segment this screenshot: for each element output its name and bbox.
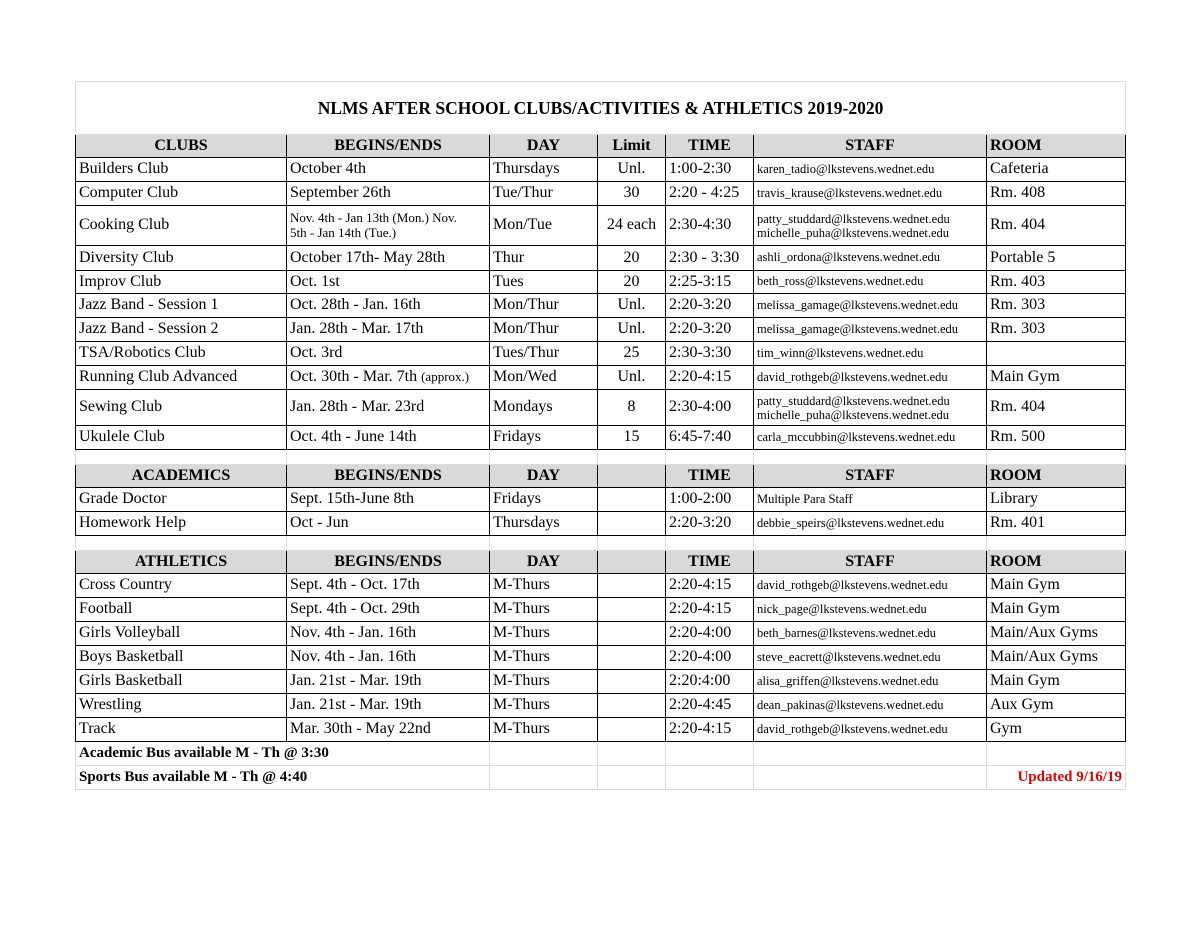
table-row [76, 271, 1126, 294]
club-day: Mon/Thur [490, 318, 598, 342]
club-staff-email [754, 390, 987, 426]
club-day: Tues [490, 271, 598, 294]
academic-time: 1:00-2:00 [666, 488, 754, 512]
sport-dates: Jan. 21st - Mar. 19th [287, 694, 490, 718]
club-limit: 8 [598, 390, 666, 426]
spacer-row [76, 536, 1126, 551]
table-row [76, 670, 1126, 694]
sport-time: 2:20-4:15 [666, 574, 754, 598]
sport-dates: Nov. 4th - Jan. 16th [287, 646, 490, 670]
sport-day: M-Thurs [490, 718, 598, 742]
table-row [76, 158, 1126, 182]
club-room: Rm. 404 [987, 390, 1126, 426]
sport-name: Football [76, 598, 287, 622]
sport-name: Cross Country [76, 574, 287, 598]
page-title: NLMS AFTER SCHOOL CLUBS/ACTIVITIES & ATHLETICS 2019-2020 [76, 82, 1126, 135]
footer-row [76, 766, 1126, 790]
club-name: Jazz Band - Session 1 [76, 294, 287, 318]
staff-email-line: patty_studdard@lkstevens.wednet.edu [757, 393, 950, 408]
clubs-header-row [76, 135, 1126, 158]
sports-bus-note: Sports Bus available M - Th @ 4:40 [76, 766, 490, 790]
sport-staff-email: steve_eacrett@lkstevens.wednet.edu [754, 646, 987, 670]
club-room: Main Gym [987, 366, 1126, 390]
academic-room: Library [987, 488, 1126, 512]
club-room: Rm. 500 [987, 426, 1126, 450]
table-row [76, 206, 1126, 246]
table-row [76, 390, 1126, 426]
club-staff-email [754, 206, 987, 246]
academics-header-time: TIME [666, 465, 754, 488]
club-dates: Oct. 3rd [287, 342, 490, 366]
sport-staff-email: beth_barnes@lkstevens.wednet.edu [754, 622, 987, 646]
sport-room: Main Gym [987, 670, 1126, 694]
table-row [76, 426, 1126, 450]
updated-date: Updated 9/16/19 [987, 766, 1126, 790]
sport-staff-email: nick_page@lkstevens.wednet.edu [754, 598, 987, 622]
club-time: 2:30-4:00 [666, 390, 754, 426]
club-day: Thur [490, 246, 598, 271]
sport-time: 2:20-4:00 [666, 646, 754, 670]
club-dates: October 4th [287, 158, 490, 182]
club-room: Cafeteria [987, 158, 1126, 182]
clubs-header-time: TIME [666, 135, 754, 158]
table-row [76, 694, 1126, 718]
athletics-header-row [76, 551, 1126, 574]
sport-day: M-Thurs [490, 694, 598, 718]
clubs-header-day: DAY [490, 135, 598, 158]
academic-dates: Sept. 15th-June 8th [287, 488, 490, 512]
table-row [76, 342, 1126, 366]
club-room: Rm. 404 [987, 206, 1126, 246]
sport-dates: Sept. 4th - Oct. 17th [287, 574, 490, 598]
club-limit: Unl. [598, 318, 666, 342]
sport-staff-email: dean_pakinas@lkstevens.wednet.edu [754, 694, 987, 718]
club-time: 6:45-7:40 [666, 426, 754, 450]
academic-time: 2:20-3:20 [666, 512, 754, 536]
spacer-row [76, 450, 1126, 465]
academic-room: Rm. 401 [987, 512, 1126, 536]
clubs-header-room: ROOM [987, 135, 1126, 158]
clubs-header-name: CLUBS [76, 135, 287, 158]
sport-room: Aux Gym [987, 694, 1126, 718]
sport-room: Gym [987, 718, 1126, 742]
academics-header-staff: STAFF [754, 465, 987, 488]
table-row [76, 574, 1126, 598]
club-day: Thursdays [490, 158, 598, 182]
sport-day: M-Thurs [490, 622, 598, 646]
table-row [76, 246, 1126, 271]
staff-email-line: michelle_puha@lkstevens.wednet.edu [757, 407, 950, 422]
club-name: Computer Club [76, 182, 287, 206]
club-name: Diversity Club [76, 246, 287, 271]
club-day: Mondays [490, 390, 598, 426]
club-day: Mon/Thur [490, 294, 598, 318]
sport-staff-email: alisa_griffen@lkstevens.wednet.edu [754, 670, 987, 694]
club-name: Jazz Band - Session 2 [76, 318, 287, 342]
club-dates: September 26th [287, 182, 490, 206]
club-staff-email: carla_mccubbin@lkstevens.wednet.edu [754, 426, 987, 450]
athletics-header-day: DAY [490, 551, 598, 574]
club-dates: Jan. 28th - Mar. 23rd [287, 390, 490, 426]
club-limit: Unl. [598, 294, 666, 318]
sport-room: Main Gym [987, 574, 1126, 598]
club-dates: Oct. 4th - June 14th [287, 426, 490, 450]
academics-header-day: DAY [490, 465, 598, 488]
club-room: Rm. 303 [987, 294, 1126, 318]
club-staff-email: tim_winn@lkstevens.wednet.edu [754, 342, 987, 366]
club-day: Tues/Thur [490, 342, 598, 366]
academics-header-row [76, 465, 1126, 488]
clubs-header-dates: BEGINS/ENDS [287, 135, 490, 158]
sport-staff-email: david_rothgeb@lkstevens.wednet.edu [754, 574, 987, 598]
club-limit: 24 each [598, 206, 666, 246]
athletics-header-room: ROOM [987, 551, 1126, 574]
sport-time: 2:20-4:45 [666, 694, 754, 718]
club-name: TSA/Robotics Club [76, 342, 287, 366]
club-name: Cooking Club [76, 206, 287, 246]
club-time: 2:25-3:15 [666, 271, 754, 294]
sport-day: M-Thurs [490, 598, 598, 622]
table-row [76, 718, 1126, 742]
sport-time: 2:20-4:15 [666, 598, 754, 622]
club-staff-email: karen_tadio@lkstevens.wednet.edu [754, 158, 987, 182]
club-name: Improv Club [76, 271, 287, 294]
table-row [76, 646, 1126, 670]
sport-dates: Jan. 21st - Mar. 19th [287, 670, 490, 694]
schedule-table [75, 81, 1126, 790]
table-row [76, 366, 1126, 390]
club-limit: Unl. [598, 366, 666, 390]
academics-header-room: ROOM [987, 465, 1126, 488]
club-staff-email: melissa_gamage@lkstevens.wednet.edu [754, 318, 987, 342]
table-row [76, 318, 1126, 342]
sport-name: Boys Basketball [76, 646, 287, 670]
club-dates: Oct. 28th - Jan. 16th [287, 294, 490, 318]
club-limit: Unl. [598, 158, 666, 182]
academic-staff: debbie_speirs@lkstevens.wednet.edu [754, 512, 987, 536]
club-time: 2:30 - 3:30 [666, 246, 754, 271]
schedule-sheet [75, 81, 1126, 790]
table-row [76, 622, 1126, 646]
athletics-header-staff: STAFF [754, 551, 987, 574]
academic-dates: Oct - Jun [287, 512, 490, 536]
sport-time: 2:20:4:00 [666, 670, 754, 694]
club-time: 1:00-2:30 [666, 158, 754, 182]
athletics-header-name: ATHLETICS [76, 551, 287, 574]
club-staff-email: david_rothgeb@lkstevens.wednet.edu [754, 366, 987, 390]
sport-room: Main/Aux Gyms [987, 646, 1126, 670]
club-time: 2:30-3:30 [666, 342, 754, 366]
sport-time: 2:20-4:00 [666, 622, 754, 646]
club-time: 2:20-4:15 [666, 366, 754, 390]
table-row [76, 294, 1126, 318]
academic-staff: Multiple Para Staff [754, 488, 987, 512]
club-dates: October 17th- May 28th [287, 246, 490, 271]
club-time: 2:20-3:20 [666, 318, 754, 342]
club-limit: 30 [598, 182, 666, 206]
sport-name: Wrestling [76, 694, 287, 718]
club-time: 2:30-4:30 [666, 206, 754, 246]
club-limit: 20 [598, 271, 666, 294]
club-day: Fridays [490, 426, 598, 450]
table-row [76, 182, 1126, 206]
academic-name: Grade Doctor [76, 488, 287, 512]
sport-dates: Nov. 4th - Jan. 16th [287, 622, 490, 646]
club-staff-email: travis_krause@lkstevens.wednet.edu [754, 182, 987, 206]
club-staff-email: melissa_gamage@lkstevens.wednet.edu [754, 294, 987, 318]
club-time: 2:20 - 4:25 [666, 182, 754, 206]
sport-day: M-Thurs [490, 670, 598, 694]
club-limit: 25 [598, 342, 666, 366]
club-time: 2:20-3:20 [666, 294, 754, 318]
club-limit: 20 [598, 246, 666, 271]
club-room: Rm. 403 [987, 271, 1126, 294]
sport-dates: Sept. 4th - Oct. 29th [287, 598, 490, 622]
table-row [76, 488, 1126, 512]
club-room: Portable 5 [987, 246, 1126, 271]
sport-day: M-Thurs [490, 574, 598, 598]
club-room: Rm. 303 [987, 318, 1126, 342]
club-dates-line: Nov. 4th - Jan 13th (Mon.) Nov. [290, 209, 457, 225]
club-room: Rm. 408 [987, 182, 1126, 206]
club-name: Running Club Advanced [76, 366, 287, 390]
sport-name: Girls Basketball [76, 670, 287, 694]
athletics-header-time: TIME [666, 551, 754, 574]
sport-staff-email: david_rothgeb@lkstevens.wednet.edu [754, 718, 987, 742]
academics-header-name: ACADEMICS [76, 465, 287, 488]
sport-day: M-Thurs [490, 646, 598, 670]
table-row [76, 512, 1126, 536]
club-limit: 15 [598, 426, 666, 450]
club-staff-email: ashli_ordona@lkstevens.wednet.edu [754, 246, 987, 271]
athletics-header-dates: BEGINS/ENDS [287, 551, 490, 574]
club-room [987, 342, 1126, 366]
club-dates: Oct. 1st [287, 271, 490, 294]
table-row [76, 598, 1126, 622]
club-day: Tue/Thur [490, 182, 598, 206]
club-dates [287, 366, 490, 390]
club-name: Builders Club [76, 158, 287, 182]
sport-time: 2:20-4:15 [666, 718, 754, 742]
academic-name: Homework Help [76, 512, 287, 536]
academics-header-dates: BEGINS/ENDS [287, 465, 490, 488]
staff-email-line: patty_studdard@lkstevens.wednet.edu [757, 211, 950, 226]
club-dates: Jan. 28th - Mar. 17th [287, 318, 490, 342]
club-dates [287, 206, 490, 246]
sport-dates: Mar. 30th - May 22nd [287, 718, 490, 742]
sport-name: Track [76, 718, 287, 742]
club-dates-line: 5th - Jan 14th (Tue.) [290, 224, 397, 240]
club-dates-text: Oct. 30th - Mar. 7th [290, 368, 418, 386]
footer-row [76, 742, 1126, 766]
clubs-header-staff: STAFF [754, 135, 987, 158]
club-staff-email: beth_ross@lkstevens.wednet.edu [754, 271, 987, 294]
academic-bus-note: Academic Bus available M - Th @ 3:30 [76, 742, 490, 766]
staff-email-line: michelle_puha@lkstevens.wednet.edu [757, 225, 950, 240]
sport-room: Main Gym [987, 598, 1126, 622]
academic-day: Thursdays [490, 512, 598, 536]
sport-room: Main/Aux Gyms [987, 622, 1126, 646]
clubs-header-limit: Limit [598, 135, 666, 158]
club-day: Mon/Wed [490, 366, 598, 390]
club-name: Sewing Club [76, 390, 287, 426]
sport-name: Girls Volleyball [76, 622, 287, 646]
club-day: Mon/Tue [490, 206, 598, 246]
club-name: Ukulele Club [76, 426, 287, 450]
club-dates-note: (approx.) [421, 369, 470, 385]
academic-day: Fridays [490, 488, 598, 512]
